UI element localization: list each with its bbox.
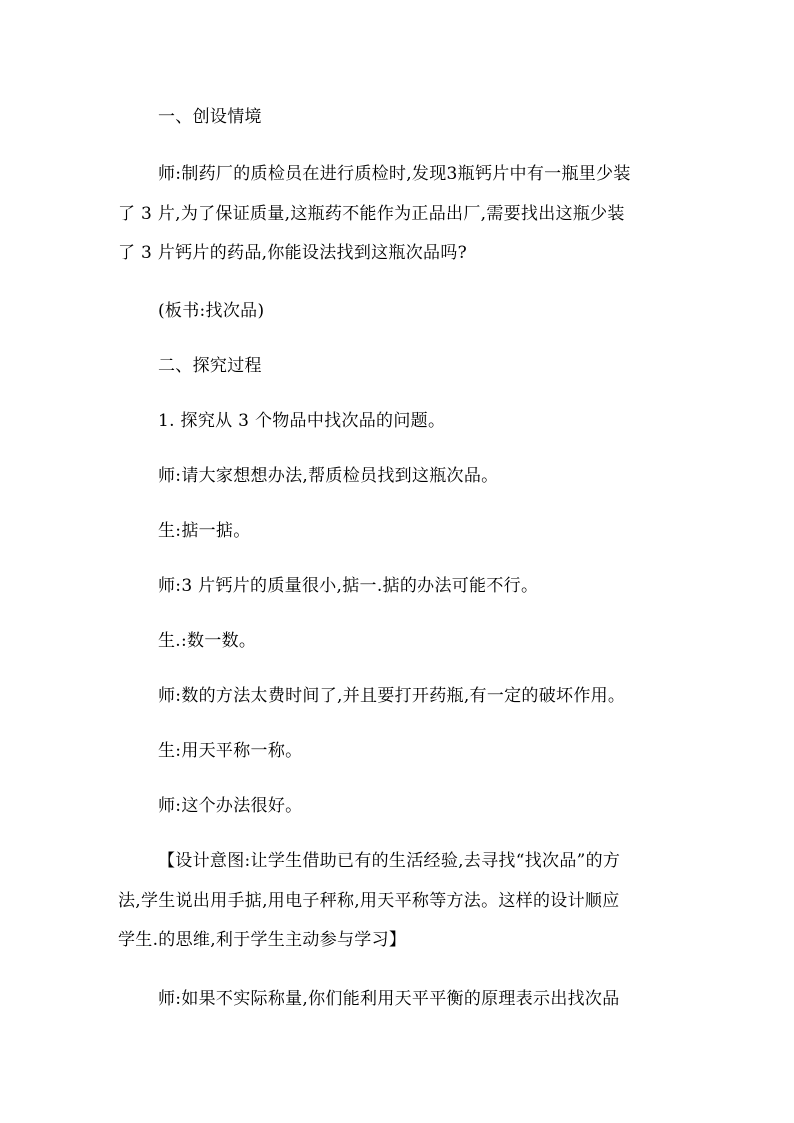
intro-line-3: 了 3 片钙片的药品,你能设法找到这瓶次品吗? — [118, 243, 468, 263]
dialogue-line-3: 师:3 片钙片的质量很小,掂一.掂的办法可能不行。 — [158, 576, 539, 596]
section-heading-2: 二、探究过程 — [158, 356, 262, 376]
design-intent-line-3: 学生.的思维,利于学生主动参与学习】 — [118, 930, 407, 950]
step-1: 1. 探究从 3 个物品中找次品的问题。 — [158, 411, 446, 431]
dialogue-line-7: 师:这个办法很好。 — [158, 796, 303, 816]
dialogue-line-2: 生:掂一掂。 — [158, 521, 251, 541]
section-heading-1: 一、创设情境 — [158, 107, 262, 127]
dialogue-line-4: 生.:数一数。 — [158, 631, 257, 651]
intro-line-2: 了 3 片,为了保证质量,这瓶药不能作为正品出厂,需要找出这瓶少装 — [118, 203, 625, 224]
board-note: (板书:找次品) — [158, 301, 265, 321]
dialogue-line-6: 生:用天平称一称。 — [158, 741, 303, 761]
intro-paragraph — [118, 155, 674, 274]
design-intent-paragraph — [118, 842, 674, 961]
design-intent-line-1: 【设计意图:让学生借助已有的生活经验,去寻找“找次品”的方 — [158, 851, 621, 871]
last-paragraph: 师:如果不实际称量,你们能利用天平平衡的原理表示出找次品 — [158, 989, 620, 1009]
dialogue-line-1: 师:请大家想想办法,帮质检员找到这瓶次品。 — [158, 466, 499, 486]
design-intent-line-2: 法,学生说出用手掂,用电子秤称,用天平称等方法。这样的设计顺应 — [118, 890, 620, 911]
dialogue-line-5: 师:数的方法太费时间了,并且要打开药瓶,有一定的破坏作用。 — [158, 686, 626, 706]
intro-line-1: 师:制药厂的质检员在进行质检时,发现3瓶钙片中有一瓶里少装 — [158, 164, 631, 184]
